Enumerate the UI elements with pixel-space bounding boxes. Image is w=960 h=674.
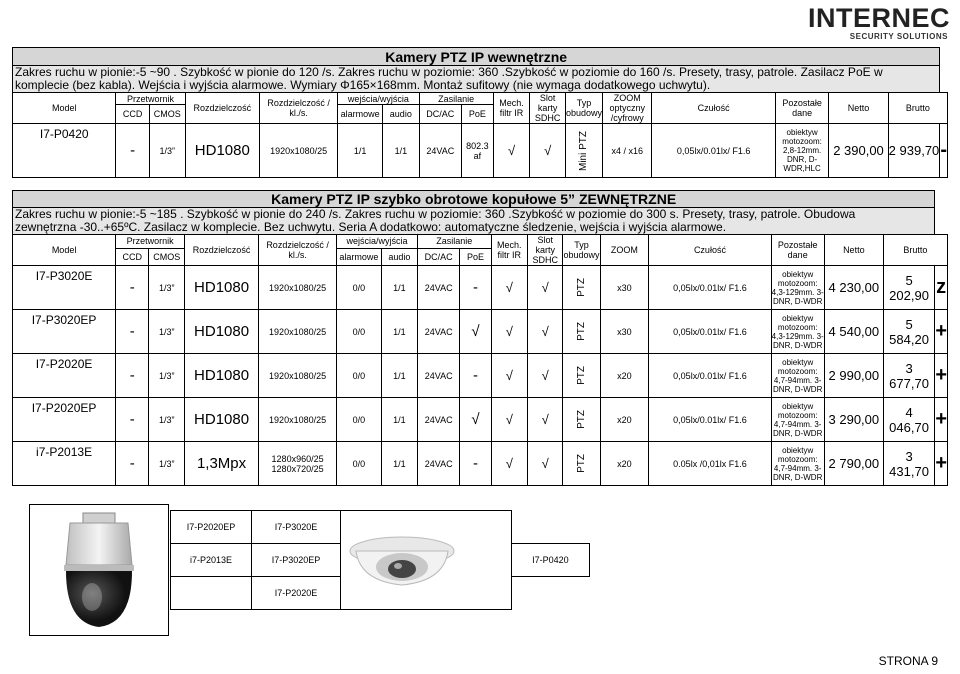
slot-cell: √ [530,124,566,178]
fps-cell: 1920x1080/25 [259,310,337,354]
fps-cell: 1920x1080/25 [260,124,338,178]
header-poe: PoE [462,105,494,124]
zoom-cell: x20 [600,398,649,442]
page-number: STRONA 9 [878,654,938,668]
netto-cell: 4 230,00 [824,266,883,310]
ccd-cell: - [116,124,150,178]
czulosc-cell: 0,05lx/0.01lx/ F1.6 [649,354,771,398]
pozostale-cell: obiektyw motozoom: 2,8-12mm. DNR, D-WDR,HLC [775,124,829,178]
header-model: Model [13,93,116,124]
header-zoom: ZOOM [600,235,649,266]
audio-cell: 1/1 [381,442,417,486]
dcac-cell: 24VAC [418,310,460,354]
table-row [13,124,948,178]
header-netto: Netto [829,93,888,124]
header-rozdzielczosc: Rozdzielczość [185,235,259,266]
header-typ: Typ obudowy [565,93,602,124]
header-brutto: Brutto [883,235,947,266]
ccd-cell: - [116,266,149,310]
typ-text: Mini PTZ [578,130,590,171]
res-cell: HD1080 [185,398,259,442]
poe-cell: 802.3 af [462,124,494,178]
netto-cell: 4 540,00 [824,310,883,354]
res-cell: HD1080 [185,354,259,398]
mech-cell: √ [491,398,527,442]
section1-desc-line1: Zakres ruchu w pionie:-5 ~90 . Szybkość w pionie do 120 /s. Zakres ruchu w poziomie: 360 .Szybkość w poziomie do 160 /s. Presety, trasy, patrole. Zasilacz PoE w [15,65,883,79]
header-dcac: DC/AC [419,105,461,124]
audio-cell: 1/1 [381,354,417,398]
typ-cell [563,354,600,398]
header-zasilanie: Zasilanie [418,235,492,249]
logo [800,4,950,41]
zoom-cell: x30 [600,310,649,354]
section2-table [12,190,948,486]
table-row [13,442,948,486]
dcac-cell: 24VAC [419,124,461,178]
cmos-cell: 1/3” [149,310,185,354]
zoom-cell: x4 / x16 [602,124,652,178]
section1-desc-line2: komplecie (bez kabla). Wejścia i wyjścia alarmowe. Wymiary Φ165×168mm. Montaż sufitowy (nie wymaga dodatkowego uchwytu). [15,78,711,92]
spacer [511,577,589,610]
mini-ptz-photo-cell [341,511,512,610]
image-label: I7-P0420 [511,544,589,577]
res-cell: 1,3Mpx [185,442,259,486]
cmos-cell: 1/3” [149,442,185,486]
sign-cell: + [935,310,948,354]
header-czulosc: Czułość [649,235,771,266]
netto-cell: 2 390,00 [829,124,888,178]
header-cmos: CMOS [149,105,185,124]
sign-cell: z [935,266,948,310]
poe-cell: - [460,442,491,486]
typ-cell [563,442,600,486]
res-cell: HD1080 [185,310,259,354]
typ-text: PTZ [575,278,587,297]
dcac-cell: 24VAC [418,266,460,310]
poe-cell: - [460,354,491,398]
sign-cell: - [940,124,948,178]
section1-description [13,66,940,93]
ccd-cell: - [116,354,149,398]
slot-cell: √ [527,266,563,310]
fps-cell: 1920x1080/25 [259,266,337,310]
model-cell: I7-P3020EP [13,310,116,354]
header-ccd: CCD [116,248,149,265]
model-cell: I7-P0420 [13,124,116,178]
dome-camera-image [30,505,168,635]
header-rozdzielczosc-kl: Rozdzielczość / kl./s. [259,235,337,266]
typ-cell [563,266,600,310]
header-cmos: CMOS [149,248,185,265]
header-alarmowe: alarmowe [337,248,382,265]
image-label: I7-P3020E [251,511,340,544]
table-row [13,310,948,354]
brutto-cell: 5 202,90 [883,266,935,310]
brutto-cell: 2 939,70 [888,124,940,178]
zoom-cell: x20 [600,442,649,486]
header-brutto: Brutto [888,93,947,124]
audio-cell: 1/1 [381,266,417,310]
poe-cell: - [460,266,491,310]
alarm-cell: 0/0 [337,354,382,398]
dcac-cell: 24VAC [418,442,460,486]
czulosc-cell: 0.05lx /0,01lx F1.6 [649,442,771,486]
section1-title: Kamery PTZ IP wewnętrzne [13,48,940,66]
mech-cell: √ [491,442,527,486]
section1-table [12,47,948,178]
brutto-cell: 3 677,70 [883,354,935,398]
header-dcac: DC/AC [418,248,460,265]
audio-cell: 1/1 [383,124,419,178]
netto-cell: 2 790,00 [824,442,883,486]
model-cell: i7-P2013E [13,442,116,486]
image-label: I7-P3020EP [251,544,340,577]
typ-cell [563,310,600,354]
alarm-cell: 0/0 [337,310,382,354]
brutto-cell: 4 046,70 [883,398,935,442]
header-pozostale: Pozostałe dane [775,93,829,124]
section2-title: Kamery PTZ IP szybko obrotowe kopułowe 5” ZEWNĘTRZNE [13,191,935,208]
typ-cell [563,398,600,442]
images-table [170,510,590,610]
header-mech: Mech. filtr IR [491,235,527,266]
typ-text: PTZ [575,454,587,473]
fps-cell: 1920x1080/25 [259,398,337,442]
slot-cell: √ [527,354,563,398]
header-przetwornik: Przetwornik [116,93,185,105]
header-pozostale: Pozostałe dane [771,235,824,266]
slot-cell: √ [527,442,563,486]
pozostale-cell: obiektyw motozoom: 4,7-94mm. 3-DNR, D-WDR [771,398,824,442]
ccd-cell: - [116,398,149,442]
czulosc-cell: 0,05lx/0.01lx/ F1.6 [649,398,771,442]
cmos-cell: 1/3” [149,266,185,310]
header-wejscia: wejścia/wyjścia [338,93,419,105]
fps-cell: 1920x1080/25 [259,354,337,398]
spacer [511,511,589,544]
model-cell: I7-P2020E [13,354,116,398]
brutto-cell: 3 431,70 [883,442,935,486]
fps-cell: 1280x960/25 1280x720/25 [259,442,337,486]
netto-cell: 2 990,00 [824,354,883,398]
image-label: I7-P2020E [251,577,340,610]
dcac-cell: 24VAC [418,354,460,398]
czulosc-cell: 0,05lx/0.01lx/ F1.6 [652,124,775,178]
header-rozdzielczosc-kl: Rozdzielczość / kl./s. [260,93,338,124]
header-slot: Slot karty SDHC [527,235,563,266]
czulosc-cell: 0,05lx/0.01lx/ F1.6 [649,266,771,310]
slot-cell: √ [527,398,563,442]
mech-cell: √ [491,266,527,310]
poe-cell: √ [460,310,491,354]
header-poe: PoE [460,248,491,265]
header-audio: audio [381,248,417,265]
cmos-cell: 1/3” [149,124,185,178]
section2-desc-line2: zewnętrzna -30..+65ºC. Zasilacz w komplecie. Bez uchwytu. Seria A dodatkowo: automatyczne śledzenie, wejścia i wyjścia alarmowe. [15,220,727,234]
zoom-cell: x30 [600,266,649,310]
ccd-cell: - [116,310,149,354]
table-row [13,398,948,442]
header-ccd: CCD [116,105,150,124]
sign-cell: + [935,398,948,442]
typ-cell [565,124,602,178]
section2-description [13,208,935,235]
header-zoom: ZOOM optyczny /cyfrowy [602,93,652,124]
header-czulosc: Czułość [652,93,775,124]
model-cell: I7-P2020EP [13,398,116,442]
header-netto: Netto [824,235,883,266]
pozostale-cell: obiektyw motozoom: 4,7-94mm. 3-DNR, D-WDR [771,442,824,486]
brutto-cell: 5 584,20 [883,310,935,354]
pozostale-cell: obiektyw motozoom: 4,7-94mm. 3-DNR, D-WDR [771,354,824,398]
audio-cell: 1/1 [381,310,417,354]
ccd-cell: - [116,442,149,486]
mech-cell: √ [491,310,527,354]
header-audio: audio [383,105,419,124]
header-zasilanie: Zasilanie [419,93,493,105]
image-label: I7-P2020EP [171,511,252,544]
cmos-cell: 1/3” [149,398,185,442]
typ-text: PTZ [575,366,587,385]
dcac-cell: 24VAC [418,398,460,442]
header-przetwornik: Przetwornik [116,235,185,249]
header-wejscia: wejścia/wyjścia [337,235,418,249]
cmos-cell: 1/3” [149,354,185,398]
res-cell: HD1080 [185,266,259,310]
mech-cell: √ [491,354,527,398]
section2-desc-line1: Zakres ruchu w pionie:-5 ~185 . Szybkość w pionie do 240 /s. Zakres ruchu w poziomie: 360 .Szybkość w poziomie do 300 s. Presety, trasy, patrole. Obudowa [15,207,856,221]
camera-photo-box-left [29,504,169,636]
header-slot: Slot karty SDHC [530,93,566,124]
alarm-cell: 0/0 [337,442,382,486]
zoom-cell: x20 [600,354,649,398]
image-label: i7-P2013E [171,544,252,577]
header-model: Model [13,235,116,266]
logo-subtitle: SECURITY SOLUTIONS [849,32,948,41]
table-row [13,266,948,310]
mech-cell: √ [493,124,530,178]
audio-cell: 1/1 [381,398,417,442]
header-typ: Typ obudowy [563,235,600,266]
logo-text: INTERNEC [807,3,950,33]
alarm-cell: 1/1 [338,124,383,178]
mini-dome-camera-image [342,511,510,607]
alarm-cell: 0/0 [337,266,382,310]
header-rozdzielczosc: Rozdzielczość [185,93,259,124]
netto-cell: 3 290,00 [824,398,883,442]
table-row [13,354,948,398]
sign-cell: + [935,354,948,398]
poe-cell: √ [460,398,491,442]
header-alarmowe: alarmowe [338,105,383,124]
pozostale-cell: obiektyw motozoom: 4,3-129mm. 3-DNR, D-WDR [771,310,824,354]
alarm-cell: 0/0 [337,398,382,442]
res-cell: HD1080 [185,124,259,178]
typ-text: PTZ [575,410,587,429]
typ-text: PTZ [575,322,587,341]
header-mech: Mech. filtr IR [493,93,530,124]
slot-cell: √ [527,310,563,354]
model-cell: I7-P3020E [13,266,116,310]
pozostale-cell: obiektyw motozoom: 4,3-129mm. 3-DNR, D-WDR [771,266,824,310]
sign-cell: + [935,442,948,486]
empty-cell [171,577,252,610]
czulosc-cell: 0,05lx/0.01lx/ F1.6 [649,310,771,354]
